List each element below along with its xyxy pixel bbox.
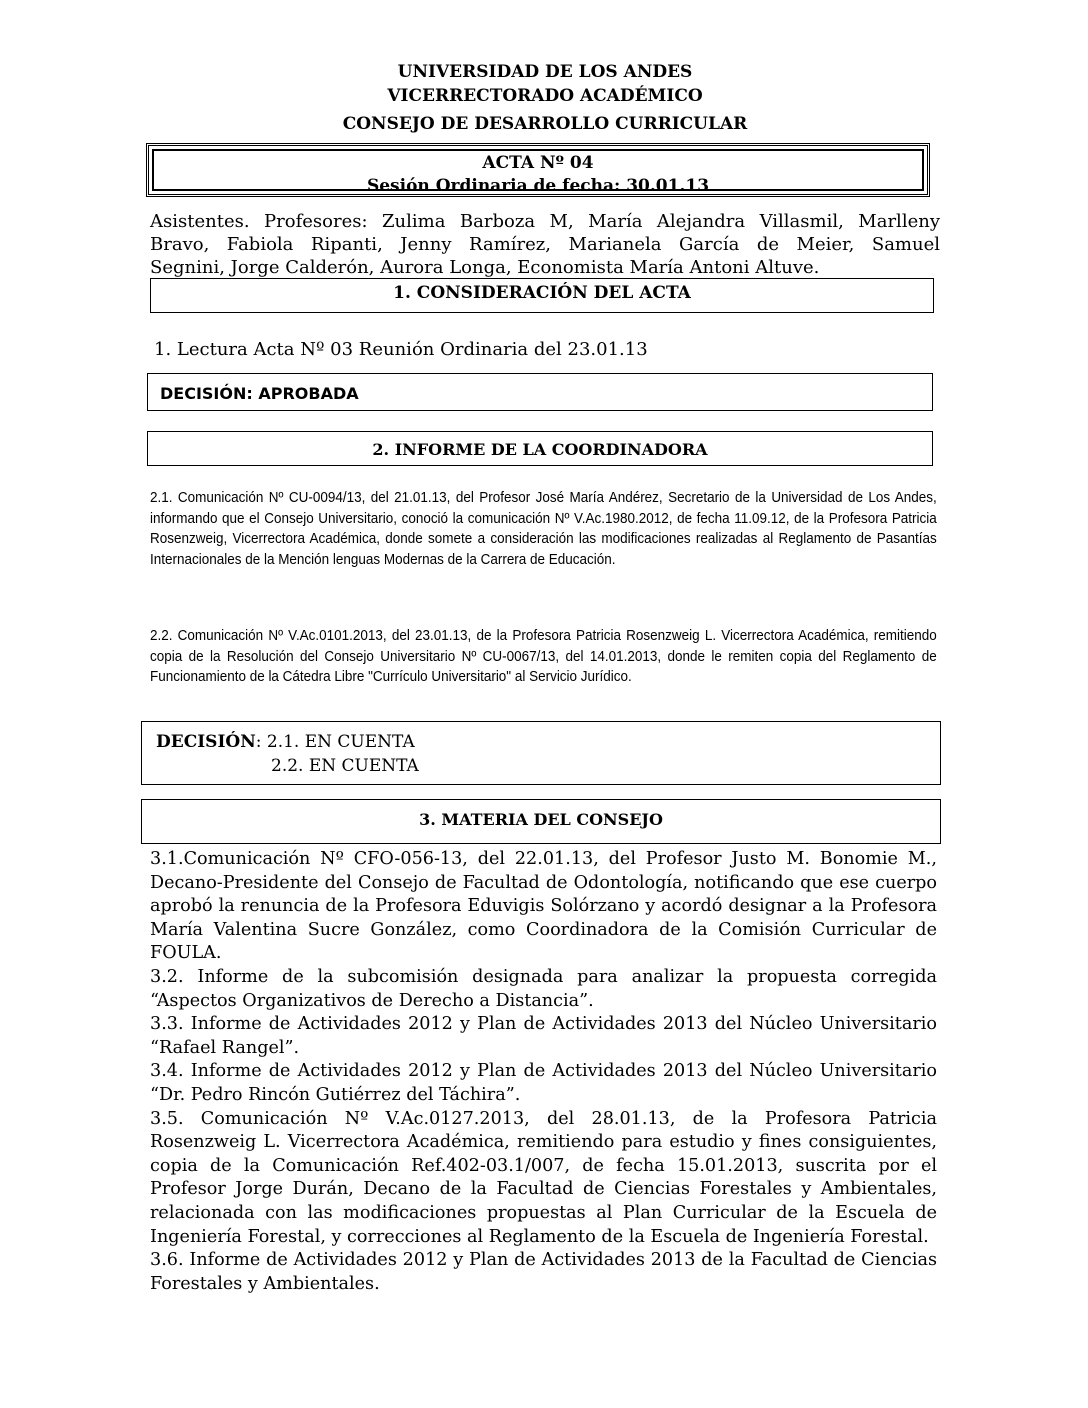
section-1-heading: 1. CONSIDERACIÓN DEL ACTA <box>150 278 934 313</box>
section-3-heading: 3. MATERIA DEL CONSEJO <box>141 799 941 844</box>
section-3-item: 3.6. Informe de Actividades 2012 y Plan de Actividades 2013 de la Facultad de Ciencias Forestales y Ambientales. <box>150 1250 937 1294</box>
attendees-line: Segnini, Jorge Calderón, Aurora Longa, Economista María Antoni Altuve. <box>150 257 820 278</box>
section-3-item: 3.2. Informe de la subcomisión designada para analizar la propuesta corregida “Aspectos Organizativos de Derecho a Distancia”. <box>150 966 937 1011</box>
section-2-item-2: 2.2. Comunicación Nº V.Ac.0101.2013, del 23.01.13, de la Profesora Patricia Rosenzweig L. Vicerrectora Académica, remitiendo copia de la Resolución del Consejo Universitario Nº CU-0067/13, del 14.01.2013, donde le remiten copia del Reglamento de Funcionamiento de la Cátedra Libre "Currículo Universitario" al Servicio Jurídico. <box>150 628 937 686</box>
section-2-heading: 2. INFORME DE LA COORDINADORA <box>147 431 933 466</box>
acta-number: ACTA Nº 04 <box>482 153 594 173</box>
section-2-item-1: 2.1. Comunicación Nº CU-0094/13, del 21.01.13, del Profesor José María Andérez, Secretario de la Universidad de Los Andes, informando que el Consejo Universitario, conoció la comunicación Nº V.Ac.1980.2012, de fecha 11.09.12, de la Profesora Patricia Rosenzweig, Vicerrectora Académica, donde somete a consideración las modificaciones realizadas al Reglamento de Pasantías Internacionales de la Mención lenguas Modernas de la Carrera de Educación. <box>150 490 937 568</box>
section-3-items <box>150 848 937 1296</box>
section-2-decision-box <box>141 721 941 785</box>
decision-line-2: 2.2. EN CUENTA <box>271 756 419 776</box>
section-3-item: 3.5. Comunicación Nº V.Ac.0127.2013, del 28.01.13, de la Profesora Patricia Rosenzweig L. Vicerrectora Académica, remitiendo para estudio y fines consiguientes, copia de la Comunicación Ref.402-03.1/007, de fecha 15.01.2013, suscrita por el Profesor Jorge Durán, Decano de la Facultad de Ciencias Forestales y Ambientales, relacionada con las modificaciones propuestas al Plan Curricular de la Escuela de Ingeniería Forestal, y correcciones al Reglamento de la Escuela de Ingeniería Forestal. <box>150 1108 937 1247</box>
acta-session: Sesión Ordinaria de fecha: 30.01.13 <box>366 176 710 196</box>
section-3-item: 3.4. Informe de Actividades 2012 y Plan de Actividades 2013 del Núcleo Universitario “Dr. Pedro Rincón Gutiérrez del Táchira”. <box>150 1061 937 1105</box>
header-consejo: CONSEJO DE DESARROLLO CURRICULAR <box>342 114 748 134</box>
acta-title-box <box>146 143 930 197</box>
decision-line-1: : 2.1. EN CUENTA <box>255 732 415 752</box>
decision-label: DECISIÓN <box>156 732 256 752</box>
attendees-line: Asistentes. Profesores: Zulima Barboza M, María Alejandra Villasmil, Marlleny <box>150 211 940 232</box>
header-university: UNIVERSIDAD DE LOS ANDES <box>397 62 693 82</box>
attendees-paragraph <box>150 210 940 279</box>
section-3-item: 3.3. Informe de Actividades 2012 y Plan de Actividades 2013 del Núcleo Universitario “Rafael Rangel”. <box>150 1014 937 1058</box>
attendees-line: Bravo, Fabiola Ripanti, Jenny Ramírez, Marianela García de Meier, Samuel <box>150 234 940 255</box>
section-3-item: 3.1.Comunicación Nº CFO-056-13, del 22.01.13, del Profesor Justo M. Bonomie M., Decano-Presidente del Consejo de Facultad de Odontología, notificando que ese cuerpo aprobó la renuncia de la Profesora Eduvigis Solórzano y acordó designar a la Profesora María Valentina Sucre González, como Coordinadora de la Comisión Curricular de FOULA. <box>150 849 937 964</box>
header-vicerrectorado: VICERRECTORADO ACADÉMICO <box>387 86 703 106</box>
section-1-decision: DECISIÓN: APROBADA <box>147 373 933 411</box>
section-1-item: 1. Lectura Acta Nº 03 Reunión Ordinaria del 23.01.13 <box>154 339 648 360</box>
